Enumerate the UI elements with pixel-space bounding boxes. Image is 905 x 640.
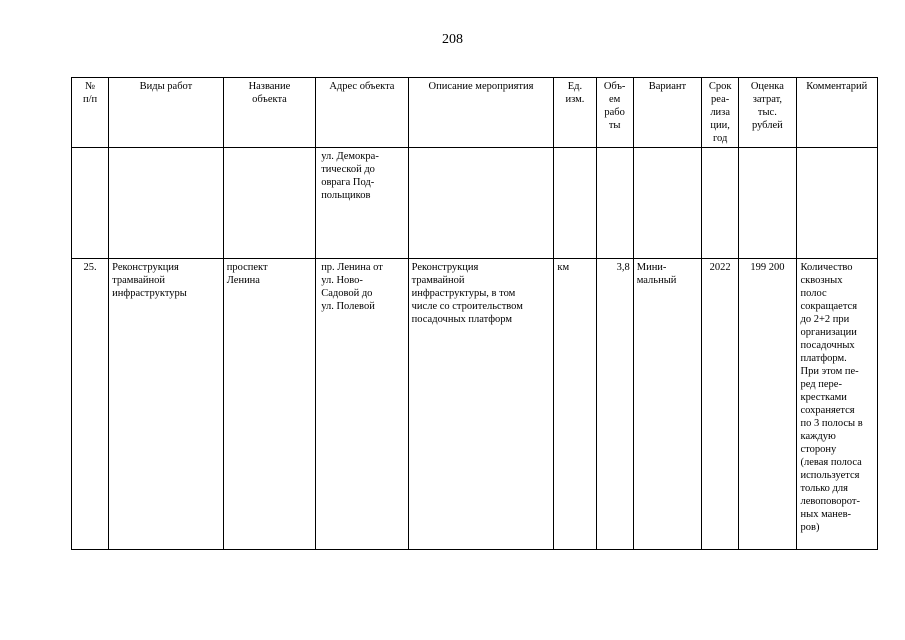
cell-address: пр. Ленина от ул. Ново- Садовой до ул. Полевой <box>316 259 408 550</box>
cell-empty <box>109 148 224 259</box>
header-variant: Вариант <box>633 78 701 148</box>
cell-empty <box>223 148 315 259</box>
cell-volume: 3,8 <box>596 259 633 550</box>
table-row <box>72 259 878 550</box>
cell-description: Реконструкция трамвайной инфраструктуры, в том числе со строительством посадочных платформ <box>408 259 554 550</box>
cell-comment: Количество сквозных полос сокращается до 2+2 при организации посадочных платформ. При этом пе- ред пере- крестками сохраняется по 3 полосы в каждую сторону (левая полоса используется только для левоповорот- ных манев- ров) <box>796 259 877 550</box>
header-description: Описание мероприятия <box>408 78 554 148</box>
header-comment: Комментарий <box>796 78 877 148</box>
cell-term: 2022 <box>702 259 739 550</box>
cell-empty <box>739 148 796 259</box>
cell-work-type: Реконструкция трамвайной инфраструктуры <box>109 259 224 550</box>
header-cost: Оценка затрат, тыс. рублей <box>739 78 796 148</box>
header-work-type: Виды работ <box>109 78 224 148</box>
works-table <box>71 77 878 550</box>
cell-unit: км <box>554 259 596 550</box>
cell-num: 25. <box>72 259 109 550</box>
cell-empty <box>702 148 739 259</box>
table-row-continuation <box>72 148 878 259</box>
cell-empty <box>554 148 596 259</box>
header-address: Адрес объекта <box>316 78 408 148</box>
cell-empty <box>633 148 701 259</box>
cell-cost: 199 200 <box>739 259 796 550</box>
cell-empty <box>408 148 554 259</box>
header-term: Срок реа- лиза ции, год <box>702 78 739 148</box>
cell-empty <box>796 148 877 259</box>
cell-variant: Мини- мальный <box>633 259 701 550</box>
header-num: № п/п <box>72 78 109 148</box>
header-unit: Ед. изм. <box>554 78 596 148</box>
cell-empty <box>72 148 109 259</box>
header-volume: Объ- ем рабо ты <box>596 78 633 148</box>
cell-empty <box>596 148 633 259</box>
header-object-name: Название объекта <box>223 78 315 148</box>
cell-address: ул. Демокра- тической до оврага Под- польщиков <box>316 148 408 259</box>
cell-object-name: проспект Ленина <box>223 259 315 550</box>
page-number: 208 <box>442 32 463 47</box>
table-header-row <box>72 78 878 148</box>
